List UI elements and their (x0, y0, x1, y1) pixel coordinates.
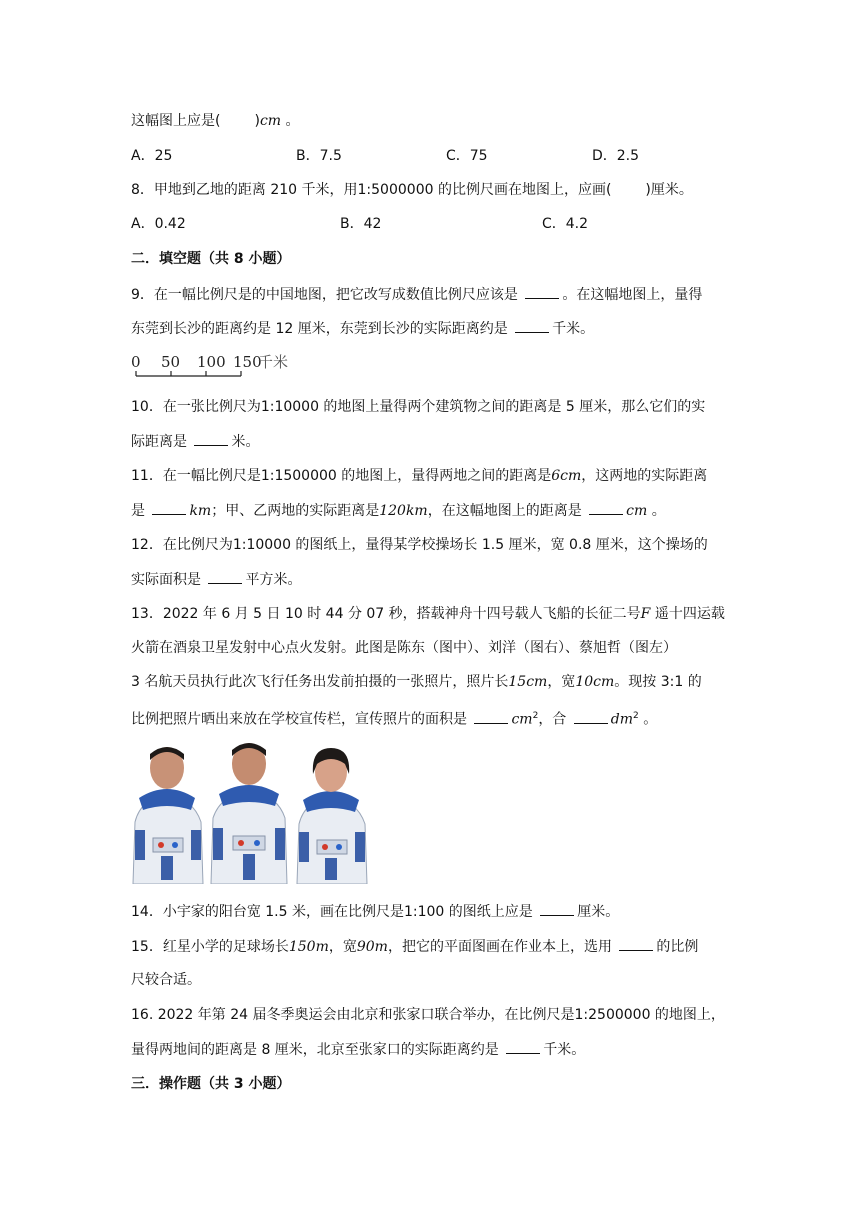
question-10-line1: 10．在一张比例尺为1:10000 的地图上量得两个建筑物之间的距离是 5 厘米，那么它们的实 (131, 399, 706, 415)
question-9-line1: 9．在一幅比例尺是的中国地图，把它改写成数值比例尺应该是 。在这幅地图上，量得 (131, 284, 702, 305)
scale-bar-figure (131, 352, 301, 382)
question-15-line1: 15．红星小学的足球场长150m，宽90m，把它的平面图画在作业本上，选用 的比例 (131, 936, 698, 957)
answer-blank[interactable] (619, 936, 653, 951)
answer-blank[interactable] (525, 284, 559, 299)
q7-option-c: C．75 (446, 148, 488, 164)
question-9-line2: 东莞到长沙的距离约是 12 厘米，东莞到长沙的实际距离约是 千米。 (131, 318, 594, 339)
question-8: 8．甲地到乙地的距离 210 千米，用1:5000000 的比例尺画在地图上，应画( )厘米。 (131, 182, 693, 198)
question-15-line2: 尺较合适。 (131, 972, 201, 988)
scale-tick-label-100: 100 (197, 353, 226, 371)
q7-tail: 这幅图上应是( )cm 。 (131, 113, 300, 129)
scale-tick-label-150: 150 (233, 353, 262, 371)
answer-blank[interactable] (515, 318, 549, 333)
answer-blank[interactable] (208, 569, 242, 584)
q8-option-a: A．0.42 (131, 216, 186, 232)
answer-blank[interactable] (474, 709, 508, 724)
question-12-line2: 实际面积是 平方米。 (131, 569, 301, 590)
astronaut-photo (131, 738, 371, 884)
q8-option-b: B．42 (340, 216, 382, 232)
question-11-line1: 11．在一幅比例尺是1:1500000 的地图上，量得两地之间的距离是6cm，这两地的实际距离 (131, 468, 708, 484)
scale-unit-label: 千米 (258, 353, 289, 371)
question-14: 14．小宇家的阳台宽 1.5 米，画在比例尺是1:100 的图纸上应是 厘米。 (131, 901, 619, 922)
question-16-line1: 16. 2022 年第 24 届冬季奥运会由北京和张家口联合举办，在比例尺是1:2500000 的地图上， (131, 1007, 725, 1023)
answer-blank[interactable] (506, 1039, 540, 1054)
scale-tick-label-50: 50 (161, 353, 181, 371)
section-2-title: 二．填空题（共 8 小题） (131, 251, 291, 267)
section-3-title: 三．操作题（共 3 小题） (131, 1076, 291, 1092)
answer-blank[interactable] (152, 500, 186, 515)
question-13-line4: 比例把照片晒出来放在学校宣传栏，宣传照片的面积是 $cm^2$，合 $dm^2$ 。 (131, 706, 657, 730)
q7-option-b: B．7.5 (296, 148, 342, 164)
question-13-line1: 13．2022 年 6 月 5 日 10 时 44 分 07 秒，搭载神舟十四号载人飞船的长征二号F 遥十四运载 (131, 606, 725, 622)
question-16-line2: 量得两地间的距离是 8 厘米，北京至张家口的实际距离约是 千米。 (131, 1039, 585, 1060)
answer-blank[interactable] (540, 901, 574, 916)
q7-option-a: A．25 (131, 148, 173, 164)
q7-option-d: D．2.5 (592, 148, 640, 164)
question-10-line2: 际距离是 米。 (131, 431, 259, 452)
question-13-line2: 火箭在酒泉卫星发射中心点火发射。此图是陈东（图中）、刘洋（图右）、蔡旭哲（图左） (131, 640, 677, 656)
scale-tick-label-0: 0 (131, 353, 141, 371)
question-12-line1: 12．在比例尺为1:10000 的图纸上，量得某学校操场长 1.5 厘米，宽 0.8 厘米，这个操场的 (131, 537, 708, 553)
q8-option-c: C．4.2 (542, 216, 589, 232)
answer-blank[interactable] (589, 500, 623, 515)
question-13-line3: 3 名航天员执行此次飞行任务出发前拍摄的一张照片，照片长15cm，宽10cm。现按 3:1 的 (131, 674, 702, 690)
answer-blank[interactable] (574, 709, 608, 724)
question-11-line2: 是 km；甲、乙两地的实际距离是120km，在这幅地图上的距离是 cm 。 (131, 500, 666, 521)
answer-blank[interactable] (194, 431, 228, 446)
scale-bar-line (136, 371, 241, 376)
